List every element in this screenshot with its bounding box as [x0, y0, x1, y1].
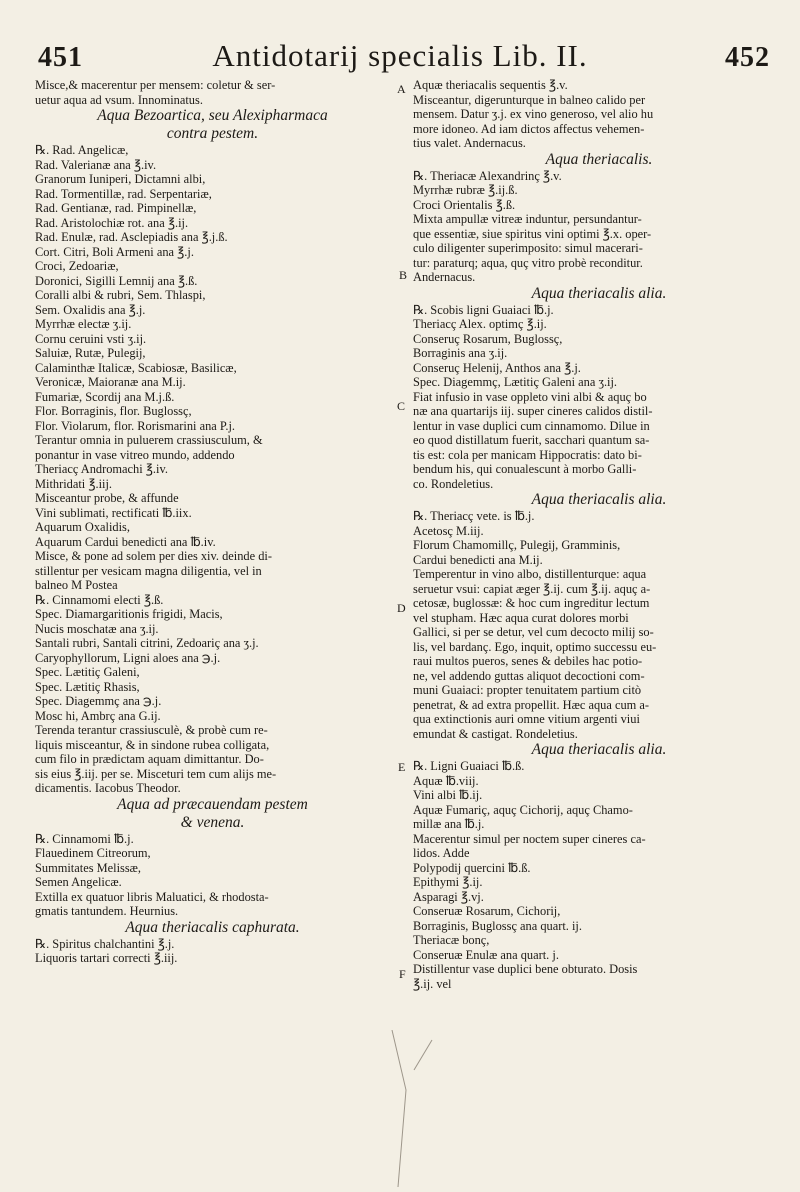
text-line: Cornu ceruini vsti ʒ.ij. — [35, 331, 147, 346]
text-line: Distillentur vase duplici bene obturato. Dosis — [413, 962, 638, 976]
right-column — [413, 78, 785, 991]
text-line: Semen Angelicæ. — [35, 875, 122, 889]
text-line: Croci Orientalis ℥.ß. — [413, 197, 516, 212]
text-line: Polypodij quercini ℔.ß. — [413, 860, 531, 875]
text-line: Misceantur, digerunturque in balneo calido per — [413, 92, 646, 107]
text-line: næ ana quartarijs iij. super cineres calidos distil- — [413, 404, 653, 418]
text-line: sis eius ℥.iij. per se. Misceturi tem cum alijs me- — [35, 766, 277, 781]
text-line: more idoneo. Ad iam dictos affectus vehemen- — [413, 121, 645, 136]
text-line: Saluiæ, Rutæ, Pulegij, — [35, 346, 146, 360]
text-line: Macerentur simul per noctem super cineres ca- — [413, 831, 646, 846]
text-line: Asparagi ℥.vj. — [413, 889, 484, 904]
text-line: Misce,& macerentur per mensem: coletur & ser- — [35, 78, 276, 92]
text-line: Gallici, si per se detur, vel cum decocto milij so- — [413, 625, 654, 639]
text-line: Spec. Diagemmç, Lætitiç Galeni ana ʒ.ij. — [413, 375, 618, 389]
text-line: Conseruæ Enulæ ana quart. j. — [413, 947, 559, 962]
text-line: Doronici, Sigilli Lemnij ana ℥.ß. — [35, 273, 198, 288]
text-line: emundat & castigat. Rondeletius. — [413, 726, 578, 741]
text-line: Spec. Diamargaritionis frigidi, Macis, — [35, 607, 223, 621]
text-line: raui multos pueros, senes & debiles hac potio- — [413, 654, 643, 668]
text-line: ne, vel addendo guttas aliquot decoctioni com- — [413, 668, 645, 683]
text-line: Temperentur in vino albo, distillenturque: aqua — [413, 567, 647, 581]
text-line: lidos. Adde — [413, 846, 470, 860]
text-line: Veronicæ, Maioranæ ana M.ij. — [35, 375, 186, 389]
text-line: Calaminthæ Italicæ, Scabiosæ, Basilicæ, — [35, 360, 237, 375]
text-line: Fiat infusio in vase oppleto vini albi & aquç bo — [413, 389, 647, 404]
text-line: lentur in vase duplici cum cinnamomo. Dilue in — [413, 418, 650, 433]
text-line: Aquarum Cardui benedicti ana ℔.iv. — [35, 534, 216, 549]
text-line: Coralli albi & rubri, Sem. Thlaspi, — [35, 288, 206, 302]
text-line: Misce, & pone ad solem per dies xiv. deinde di- — [35, 549, 272, 563]
text-line: ℞. Theriacæ Alexandrinç ℥.v. — [413, 168, 562, 183]
text-line: ℞. Cinnamomi electi ℥.ß. — [35, 592, 164, 607]
text-line: ℞. Ligni Guaiaci ℔.ß. — [413, 759, 525, 773]
text-line: Extilla ex quatuor libris Maluatici, & rhodosta- — [35, 889, 269, 904]
running-head: Antidotarij specialis Lib. II. — [212, 38, 588, 73]
text-line: Theriacç Alex. optimç ℥.ij. — [413, 317, 547, 331]
text-line: Caryophyllorum, Ligni aloes ana ℈.j. — [35, 650, 221, 665]
text-line: Theriacç Andromachi ℥.iv. — [35, 462, 168, 476]
text-line: Aquæ ℔.viij. — [413, 773, 479, 788]
text-line: que essentiæ, siue spiritus vini optimi ℥.x. oper- — [413, 226, 652, 241]
margin-letter-b: B — [399, 268, 408, 282]
margin-letter-f: F — [399, 967, 406, 981]
text-line: ℞. Cinnamomi ℔.j. — [35, 831, 134, 846]
text-line: Summitates Melissæ, — [35, 860, 142, 875]
text-line: Spec. Lætitiç Galeni, — [35, 665, 140, 679]
text-line: cetosæ, buglossæ: & hoc cum ingreditur lectum — [413, 596, 650, 610]
text-line: Acetosç M.iij. — [413, 523, 484, 538]
text-line: Terantur omnia in puluerem crassiusculum, & — [35, 433, 263, 447]
text-line: Myrrhæ electæ ʒ.ij. — [35, 317, 132, 331]
text-line: Mosc hi, Ambrç ana G.ij. — [35, 708, 161, 723]
text-line: Misceantur probe, & affunde — [35, 491, 179, 505]
text-line: Nucis moschatæ ana ʒ.ij. — [35, 621, 159, 636]
section-title: Aqua theriacalis alia. — [531, 491, 667, 508]
text-line: cum filo in prædictam aquam dimittantur. Do- — [35, 752, 264, 766]
text-line: co. Rondeletius. — [413, 476, 494, 491]
text-line: ℞. Theriacç vete. is ℔.j. — [413, 509, 535, 523]
text-line: tis est: cola per manicam Hippocratis: dato bi- — [413, 447, 642, 462]
text-line: Andernacus. — [413, 270, 476, 284]
margin-letter-d: D — [397, 601, 406, 615]
text-line: Fumariæ, Scordij ana M.j.ß. — [35, 389, 175, 404]
text-line: Borraginis, Buglossç ana quart. ij. — [413, 918, 582, 933]
text-line: bendum his, qui conualescunt à morbo Galli- — [413, 462, 637, 476]
text-line: Conseruç Rosarum, Buglossç, — [413, 331, 563, 346]
text-line: ℞. Rad. Angelicæ, — [35, 143, 129, 157]
text-line: Terenda terantur crassiusculè, & probè cum re- — [35, 723, 268, 737]
text-line: Vini sublimati, rectificati ℔.iix. — [35, 505, 192, 520]
text-line: Aquæ Fumariç, aquç Cichorij, aquç Chamo- — [413, 802, 633, 817]
text-line: Spec. Lætitiç Rhasis, — [35, 679, 140, 694]
section-title: Aqua theriacalis alia. — [531, 284, 667, 302]
section-title: Aqua theriacalis alia. — [531, 741, 667, 758]
text-line: Aquarum Oxalidis, — [35, 520, 130, 534]
margin-letter-a: A — [397, 82, 406, 96]
text-line: mensem. Datur ʒ.j. ex vino generoso, vel alio hu — [413, 107, 654, 121]
section-title: & venena. — [180, 813, 245, 831]
text-line: liquis misceantur, & in sindone rubea colligata, — [35, 737, 270, 752]
section-title: Aqua ad præcauendam pestem — [117, 795, 308, 813]
text-line: Rad. Gentianæ, rad. Pimpinellæ, — [35, 201, 197, 215]
text-line: dicamentis. Iacobus Theodor. — [35, 781, 181, 795]
text-line: Epithymi ℥.ij. — [413, 875, 483, 889]
text-line: stillentur per vesicam magna diligentia, vel in — [35, 563, 262, 578]
text-line: Myrrhæ rubræ ℥.ij.ß. — [413, 183, 518, 197]
text-line: Conseruç Helenij, Anthos ana ℥.j. — [413, 360, 581, 375]
text-line: Flor. Violarum, flor. Rorismarini ana P.j. — [35, 418, 236, 433]
text-line: penetrat, & ad extra propellit. Hæc aqua cum a- — [413, 697, 650, 712]
right-page-number: 452 — [725, 42, 770, 73]
section-title: Aqua theriacalis. — [545, 150, 653, 168]
text-line: Rad. Aristolochiæ rot. ana ℥.ij. — [35, 215, 189, 230]
text-line: balneo M Postea — [35, 578, 118, 592]
section-title: Aqua Bezoartica, seu Alexipharmaca — [97, 107, 328, 124]
text-line: Mixta ampullæ vitreæ induntur, persundantur- — [413, 212, 642, 226]
text-line: seruetur vsui: capiat æger ℥.ij. cum ℥.ij. aquç a- — [413, 581, 651, 596]
text-line: uetur aqua ad vsum. Innominatus. — [35, 92, 203, 107]
text-line: Mithridati ℥.iij. — [35, 476, 113, 491]
text-line: qua extinctionis auri omne vitium argenti viui — [413, 712, 640, 726]
text-line: Croci, Zedoariæ, — [35, 259, 119, 273]
text-line: Cardui benedicti ana M.ij. — [413, 552, 543, 567]
section-title: contra pestem. — [166, 125, 259, 142]
text-line: Liquoris tartari correcti ℥.iij. — [35, 951, 178, 965]
section-title: Aqua theriacalis caphurata. — [125, 918, 300, 936]
text-line: Sem. Oxalidis ana ℥.j. — [35, 302, 146, 317]
text-line: Vini albi ℔.ij. — [413, 788, 483, 802]
text-line: culo diligenter superimposito: simul macerari- — [413, 241, 643, 255]
text-line: Rad. Enulæ, rad. Asclepiadis ana ℥.j.ß. — [35, 230, 228, 244]
text-line: ℥.ij. vel — [413, 976, 452, 991]
text-line: Granorum Iuniperi, Dictamni albi, — [35, 172, 206, 186]
text-line: ℞. Scobis ligni Guaiaci ℔.j. — [413, 302, 554, 317]
text-line: Conseruæ Rosarum, Cichorij, — [413, 904, 561, 918]
text-line: Santali rubri, Santali citrini, Zedoariç ana ʒ.j. — [35, 636, 259, 650]
text-line: Florum Chamomillç, Pulegij, Gramminis, — [413, 538, 621, 552]
text-line: Rad. Tormentillæ, rad. Serpentariæ, — [35, 186, 212, 201]
text-line: Theriacæ bonç, — [413, 933, 490, 947]
text-line: vel stupham. Hæc aqua curat dolores morbi — [413, 610, 629, 625]
text-line: gmatis tantundem. Heurnius. — [35, 904, 179, 918]
text-line: Rad. Valerianæ ana ℥.iv. — [35, 157, 157, 172]
text-line: muni Guaiaci: propter tenuitatem partium citò — [413, 683, 642, 697]
text-line: Borraginis ana ʒ.ij. — [413, 346, 508, 360]
text-line: ℞. Spiritus chalchantini ℥.j. — [35, 936, 175, 951]
margin-letter-c: C — [397, 399, 406, 413]
left-page-number: 451 — [38, 42, 83, 73]
text-line: Flauedinem Citreorum, — [35, 846, 151, 860]
text-line: Cort. Citri, Boli Armeni ana ℥.j. — [35, 244, 194, 259]
paper-crease — [384, 1030, 444, 1187]
text-line: eo quod distillatum fuerit, sacchari quantum sa- — [413, 433, 650, 447]
margin-letter-e: E — [398, 760, 406, 774]
text-line: ponantur in vase vitreo mundo, addendo — [35, 447, 235, 462]
text-line: Spec. Diagemmç ana ℈.j. — [35, 694, 162, 708]
text-line: Flor. Borraginis, flor. Buglossç, — [35, 404, 192, 418]
text-line: tur: paraturq; aqua, quç vitro probè reconditur. — [413, 255, 643, 270]
text-line: tius valet. Andernacus. — [413, 136, 526, 150]
text-line: lis, vel bardanç. Ego, inquit, optimo successu eu- — [413, 639, 657, 654]
text-line: millæ ana ℔.j. — [413, 817, 485, 831]
text-line: Aquæ theriacalis sequentis ℥.v. — [413, 78, 568, 92]
left-column — [35, 78, 390, 966]
